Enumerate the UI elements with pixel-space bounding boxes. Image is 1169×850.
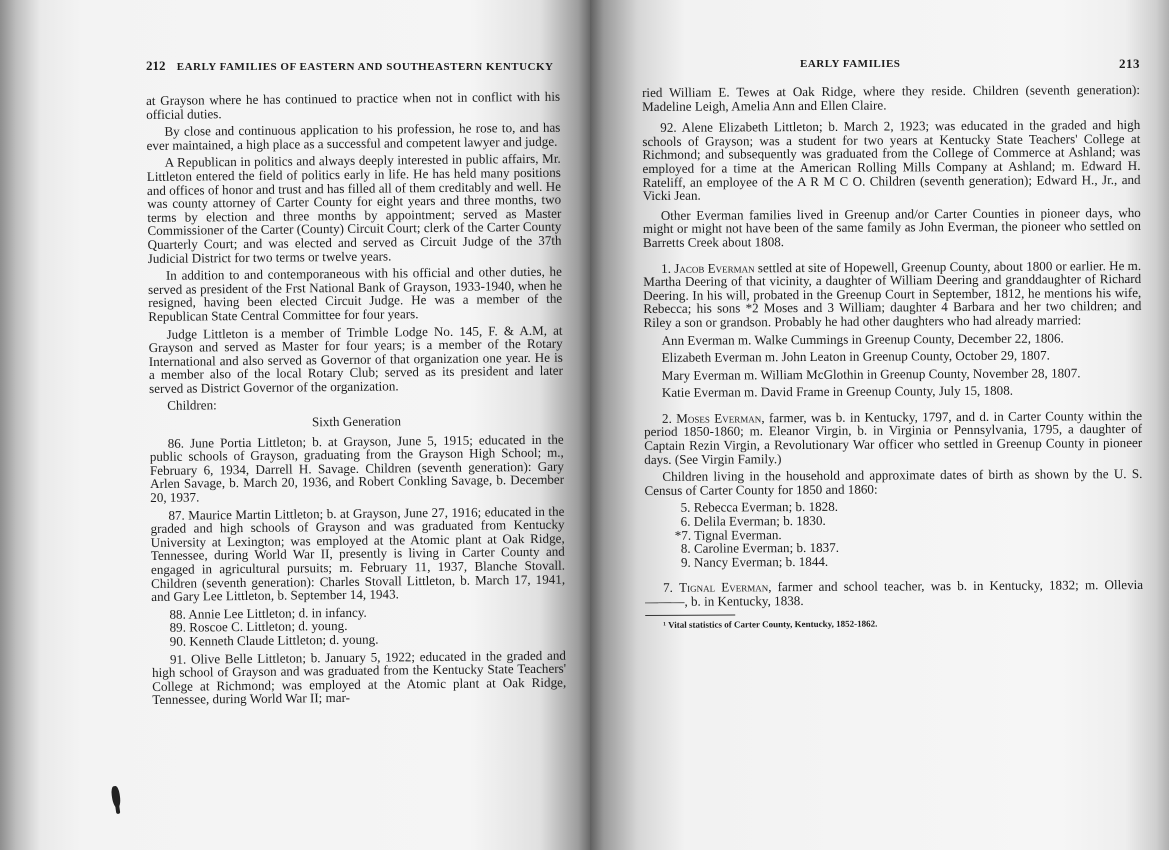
children-label: Children: xyxy=(167,397,217,414)
genealogy-entry-tignal xyxy=(645,578,1143,608)
generation-heading: Sixth Generation xyxy=(311,413,402,430)
entry-number: 2. xyxy=(661,410,672,426)
list-item: *7. Tignal Everman. xyxy=(674,526,782,543)
list-item: 90. Kenneth Claude Littleton; d. young. xyxy=(169,631,379,649)
right-running-head xyxy=(800,58,1140,70)
ink-smudge xyxy=(111,786,122,809)
paragraph: Children living in the household and approximate dates of birth as shown by the U. S. Census of Carter County for 1850 and 1860: xyxy=(644,466,1143,498)
genealogy-entry-moses xyxy=(644,409,1142,466)
list-item: 9. Nancy Everman; b. 1844. xyxy=(680,553,829,570)
paragraph: Judge Littleton is a member of Trimble Lodge No. 145, F. & A.M, at Grayson and served as Master for four years; is a member of the Rotary International and also served as Governor of that organization one year. He is a member also of the local Rotary Club; served as its president and later served as District Governor of the organization. xyxy=(148,322,563,396)
entry-text: settled at site of Hopewell, Greenup County, about 1800 or earlier. He m. Martha Deering of that vicinity, a daughter of William Deering and granddaughter of Richard Deering. In his will, probated in the Greenup Court in September, 1812, he mentions his wife, Rebecca; his sons *2 Moses and 3 William; daughter 4 Barbara and her two children; and Riley a son or grandson. Probably he had other daughters who had already married: xyxy=(643,257,1142,330)
entry-text: , farmer, was b. in Kentucky, 1797, and d. in Carter County within the period 1850-1860; m. Eleanor Virgin, b. in Virginia or Pennsylvania, 1795, a daughter of Captain Rezin Virgin, a Revolutionary War officer who settled in Greenup County in pioneer days. (See Virgin Family.) xyxy=(644,407,1143,467)
paragraph: Katie Everman m. David Frame in Greenup County, July 15, 1808. xyxy=(661,383,1014,401)
left-running-head xyxy=(146,58,566,74)
genealogy-entry: 92. Alene Elizabeth Littleton; b. March 2, 1923; was educated in the graded and high schools of Grayson; was a student for two years at Kentucky State Teachers' College at Richmond; and subsequently was graduated from the College of Commerce at Ashland; was employed for a time at the American Rolling Mills Company at Ashland; m. Edward H. Rateliff, an employee of the A R M C O. Children (seventh generation); Edward H., Jr., and Vicki Jean. xyxy=(642,117,1141,204)
entry-text: , farmer and school teacher, was b. in Kentucky, 1832; m. Ollevia ———, b. in Kentucky, 1838. xyxy=(645,577,1144,609)
paragraph: In addition to and contemporaneous with his official and other duties, he served as president of the Frst National Bank of Grayson, 1933-1940, when he resigned, having been elected Circuit Judge. He was a member of the Republican State Central Committee for four years. xyxy=(147,263,563,324)
list-item: 8. Caroline Everman; b. 1837. xyxy=(680,540,840,556)
entry-name: Moses Everman xyxy=(676,410,762,426)
paragraph: Elizabeth Everman m. John Leaton in Greenup County, October 29, 1807. xyxy=(661,347,1050,365)
right-page-body xyxy=(642,83,1143,636)
paragraph: Ann Everman m. Walke Cummings in Greenup County, December 22, 1806. xyxy=(661,329,1064,348)
entry-name: Jacob Everman xyxy=(674,259,755,276)
entry-number: 1. xyxy=(661,260,671,276)
list-item: 6. Delila Everman; b. 1830. xyxy=(680,512,826,529)
genealogy-entry: 87. Maurice Martin Littleton; b. at Grayson, June 27, 1916; educated in the graded and high schools of Grayson and was graduated from Kentucky University at Lexington; was employed at the Atomic plant at Oak Ridge, Tennessee, during World War II, presently is living in Carter County and engaged in agricultural pursuits; m. February 11, 1937, Blanche Stovall. Children (seventh generation): Charles Stovall Littleton, b. March 17, 1941, and Gary Lee Littleton, b. September 14, 1943. xyxy=(150,503,566,605)
list-item: 5. Rebecca Everman; b. 1828. xyxy=(680,499,839,516)
paragraph: Mary Everman m. William McGlothin in Greenup County, November 28, 1807. xyxy=(661,365,1081,383)
list-item: 88. Annie Lee Littleton; d. in infancy. xyxy=(169,604,367,622)
left-page-number: 212 xyxy=(146,58,166,73)
paragraph: ried William E. Tewes at Oak Ridge, where they reside. Children (seventh generation): Madeline Leigh, Amelia Ann and Ellen Claire. xyxy=(641,81,1141,114)
left-running-title: EARLY FAMILIES OF EASTERN AND SOUTHEASTERN KENTUCKY xyxy=(176,61,554,73)
footnote-rule xyxy=(645,614,735,616)
right-page-number: 213 xyxy=(1119,56,1140,71)
left-page-body xyxy=(146,90,566,711)
footnote: ¹ Vital statistics of Carter County, Kentucky, 1852-1862. xyxy=(663,618,878,630)
right-page xyxy=(590,0,1169,850)
paragraph: Other Everman families lived in Greenup and/or Carter Counties in pioneer days, who might or might not have been of the same family as John Everman, the pioneer who settled on Barretts Creek about 1808. xyxy=(642,204,1141,250)
genealogy-entry-jacob xyxy=(643,258,1141,329)
genealogy-entry: 86. June Portia Littleton; b. at Grayson, June 5, 1915; educated in the public schools of Grayson, graduating from the Grayson High School; m., February 6, 1934, Darrell H. Savage. Children (seventh generation): Gary Arlen Savage, b. March 20, 1936, and Robert Conkling Savage, b. December 20, 1937. xyxy=(149,431,565,506)
genealogy-entry: 91. Olive Belle Littleton; b. January 5, 1922; educated in the graded and high school of Grayson and was graduated from the Kentucky State Teachers' College at Richmond; was employed at the Atomic plant at Oak Ridge, Tennessee, during World War II; mar- xyxy=(151,647,567,708)
paragraph: A Republican in politics and always deeply interested in public affairs, Mr. Littleton entered the field of politics early in life. He has held many positions and offices of honor and trust and has filled all of them creditably and well. He was county attorney of Carter County for eight years and three months, two terms by election and three months by appointment; served as Master Commissioner of the Carter (County) Circuit Court; clerk of the Carter County Quarterly Court; and was elected and served as Circuit Judge of the 37th Judicial District for two terms or twelve years. xyxy=(146,151,562,266)
right-running-title: EARLY FAMILIES xyxy=(800,58,901,70)
entry-name: Tignal Everman xyxy=(679,579,769,596)
entry-number: 7. xyxy=(663,580,673,596)
paragraph: By close and continuous application to his profession, he rose to, and has ever maintained, a high place as a successful and competent lawyer and judge. xyxy=(146,119,561,153)
paragraph: at Grayson where he has continued to practice when not in conflict with his official duties. xyxy=(145,88,561,122)
list-item: 89. Roscoe C. Littleton; d. young. xyxy=(169,618,348,636)
